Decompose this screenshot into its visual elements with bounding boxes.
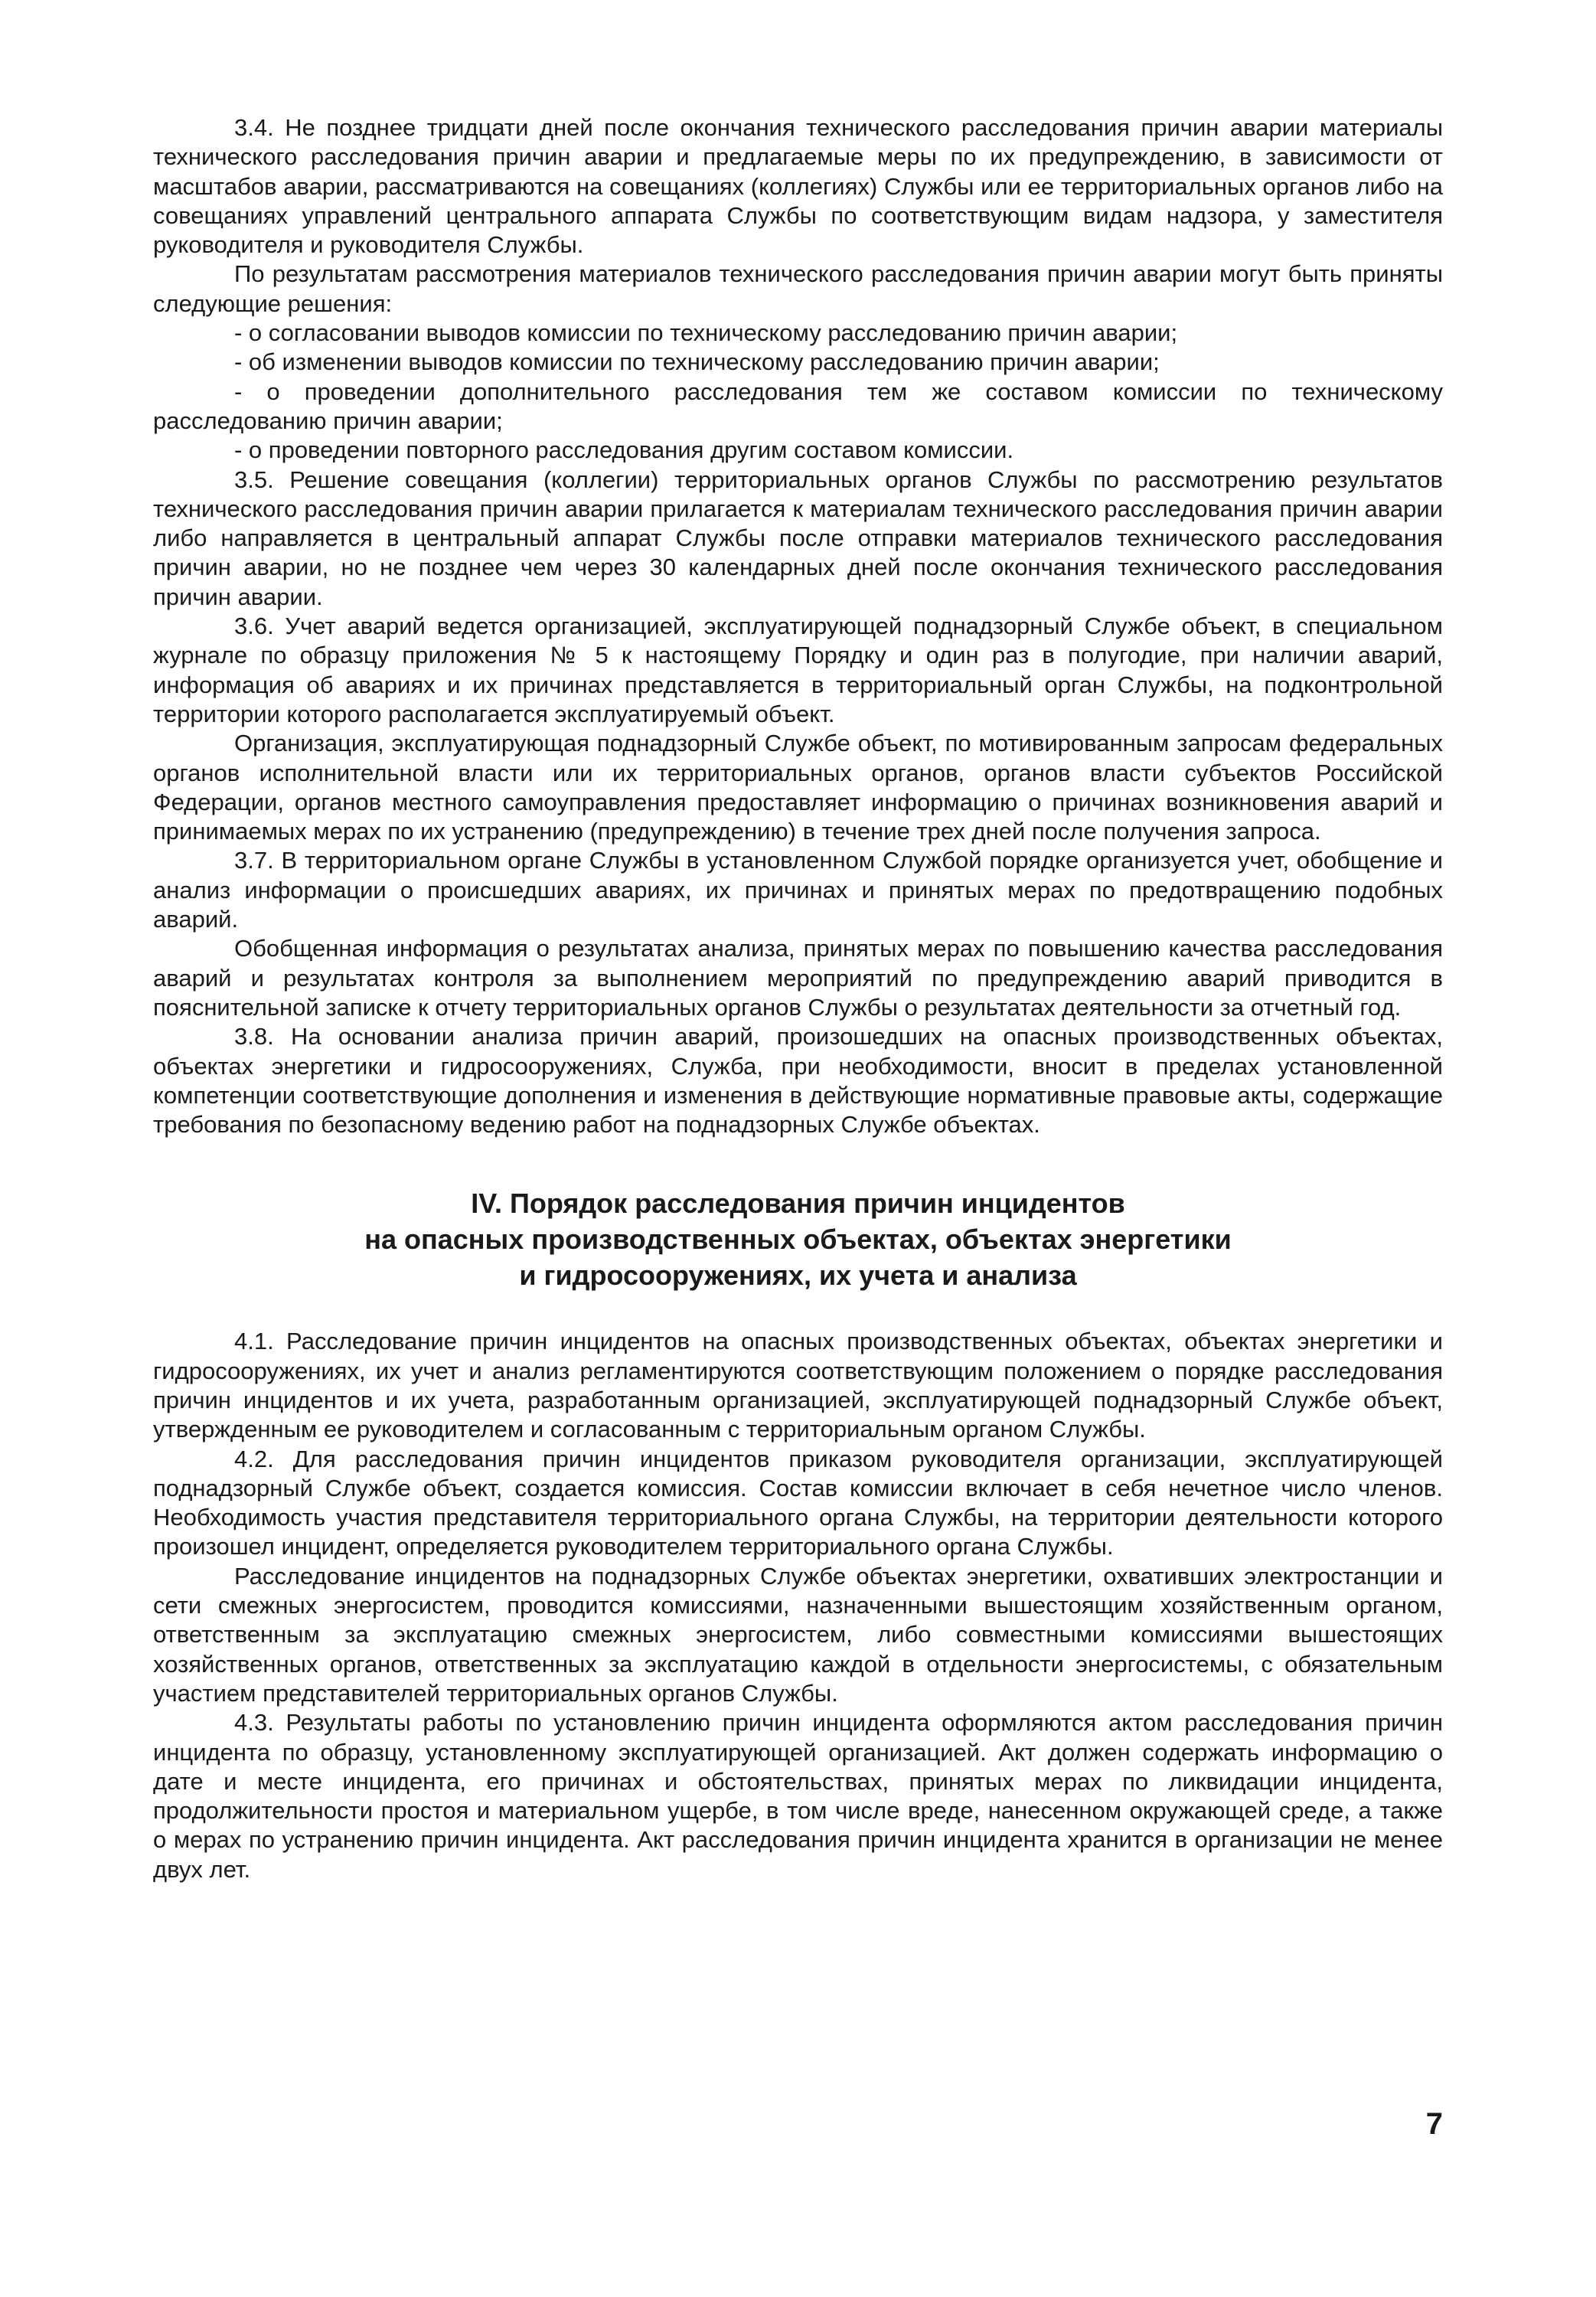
list-item: - об изменении выводов комиссии по техническому расследованию причин аварии; bbox=[234, 348, 1160, 376]
paragraph-3-4-decisions-intro: По результатам рассмотрения материалов технического расследования причин аварии могут быть приняты следующие решения: bbox=[153, 260, 1443, 317]
list-item: - о проведении повторного расследования другим составом комиссии. bbox=[234, 436, 1014, 464]
paragraph-3-5: 3.5. Решение совещания (коллегии) территориальных органов Службы по рассмотрению результатов технического расследования причин аварии прилагается к материалам технического расследования причин аварии либо направляется в центральный аппарат Службы после отправки материалов технического расследования причин аварии, но не позднее чем через 30 календарных дней после окончания технического расследования причин аварии. bbox=[153, 466, 1443, 610]
list-item: - о согласовании выводов комиссии по техническому расследованию причин аварии; bbox=[234, 319, 1178, 347]
paragraph-3-6: 3.6. Учет аварий ведется организацией, эксплуатирующей поднадзорный Службе объект, в специальном журнале по образцу приложения № 5 к настоящему Порядку и один раз в полугодие, при наличии аварий, информация об авариях и их причинах представляется в территориальный орган Службы, на подконтрольной территории которого располагается эксплуатируемый объект. bbox=[153, 613, 1443, 727]
section-heading-line: IV. Порядок расследования причин инцидентов bbox=[471, 1188, 1125, 1220]
section-heading bbox=[153, 1185, 1443, 1293]
document-page bbox=[153, 113, 1443, 1884]
paragraph-4-2: 4.2. Для расследования причин инцидентов приказом руководителя организации, эксплуатирующей поднадзорный Службе объект, создается комиссия. Состав комиссии включает в себя нечетное число членов. Необходимость участия представителя территориального органа Службы, на территории деятельности которого произошел инцидент, определяется руководителем территориального органа Службы. bbox=[153, 1445, 1443, 1560]
page-number: 7 bbox=[1425, 2107, 1443, 2141]
section-heading-line: на опасных производственных объектах, объектах энергетики bbox=[364, 1224, 1232, 1256]
paragraph-4-2-energy: Расследование инцидентов на поднадзорных Службе объектах энергетики, охвативших электростанции и сети смежных энергосистем, проводится комиссиями, назначенными вышестоящим хозяйственным органом, ответственным за эксплуатацию смежных энергосистем, либо совместными комиссиями вышестоящих хозяйственных органов, ответственных за эксплуатацию каждой в отдельности энергосистемы, с обязательным участием представителей территориальных органов Службы. bbox=[153, 1562, 1443, 1707]
paragraph-4-3: 4.3. Результаты работы по установлению причин инцидента оформляются актом расследования причин инцидента по образцу, установленному эксплуатирующей организацией. Акт должен содержать информацию о дате и месте инцидента, его причинах и обстоятельствах, принятых мерах по ликвидации инцидента, продолжительности простоя и материальном ущербе, в том числе вреде, нанесенном окружающей среде, а также о мерах по устранению причин инцидента. Акт расследования причин инцидента хранится в организации не менее двух лет. bbox=[153, 1709, 1443, 1883]
paragraph-3-6-requests: Организация, эксплуатирующая поднадзорный Службе объект, по мотивированным запросам федеральных органов исполнительной власти или их территориальных органов, органов власти субъектов Российской Федерации, органов местного самоуправления предоставляет информацию о причинах возникновения аварий и принимаемых мерах по их устранению (предупреждению) в течение трех дней после получения запроса. bbox=[153, 730, 1443, 845]
paragraph-3-4: 3.4. Не позднее тридцати дней после окончания технического расследования причин аварии материалы технического расследования причин аварии и предлагаемые меры по их предупреждению, в зависимости от масштабов аварии, рассматриваются на совещаниях (коллегиях) Службы или ее территориальных органов либо на совещаниях управлений центрального аппарата Службы по соответствующим видам надзора, у заместителя руководителя и руководителя Службы. bbox=[153, 114, 1443, 259]
paragraph-3-8: 3.8. На основании анализа причин аварий, произошедших на опасных производственных объектах, объектах энергетики и гидросооружениях, Служба, при необходимости, вносит в пределах установленной компетенции соответствующие дополнения и изменения в действующие нормативные правовые акты, содержащие требования по безопасному ведению работ на поднадзорных Службе объектах. bbox=[153, 1023, 1443, 1139]
paragraph-3-7-summary: Обобщенная информация о результатах анализа, принятых мерах по повышению качества расследования аварий и результатах контроля за выполнением мероприятий по предупреждению аварий приводится в пояснительной записке к отчету территориальных органов Службы о результатах деятельности за отчетный год. bbox=[153, 935, 1443, 1021]
section-heading-line: и гидросооружениях, их учета и анализа bbox=[519, 1260, 1077, 1292]
paragraph-4-1: 4.1. Расследование причин инцидентов на опасных производственных объектах, объектах энергетики и гидросооружениях, их учет и анализ регламентируются соответствующим положением о порядке расследования причин инцидентов и их учета, разработанным организацией, эксплуатирующей поднадзорный Службе объект, утвержденным ее руководителем и согласованным с территориальным органом Службы. bbox=[153, 1328, 1443, 1443]
paragraph-3-7: 3.7. В территориальном органе Службы в установленном Службой порядке организуется учет, обобщение и анализ информации о происшедших авариях, их причинах и принятых мерах по предотвращению подобных аварий. bbox=[153, 847, 1443, 933]
list-item: - о проведении дополнительного расследования тем же составом комиссии по техническому расследованию причин аварии; bbox=[153, 377, 1443, 434]
